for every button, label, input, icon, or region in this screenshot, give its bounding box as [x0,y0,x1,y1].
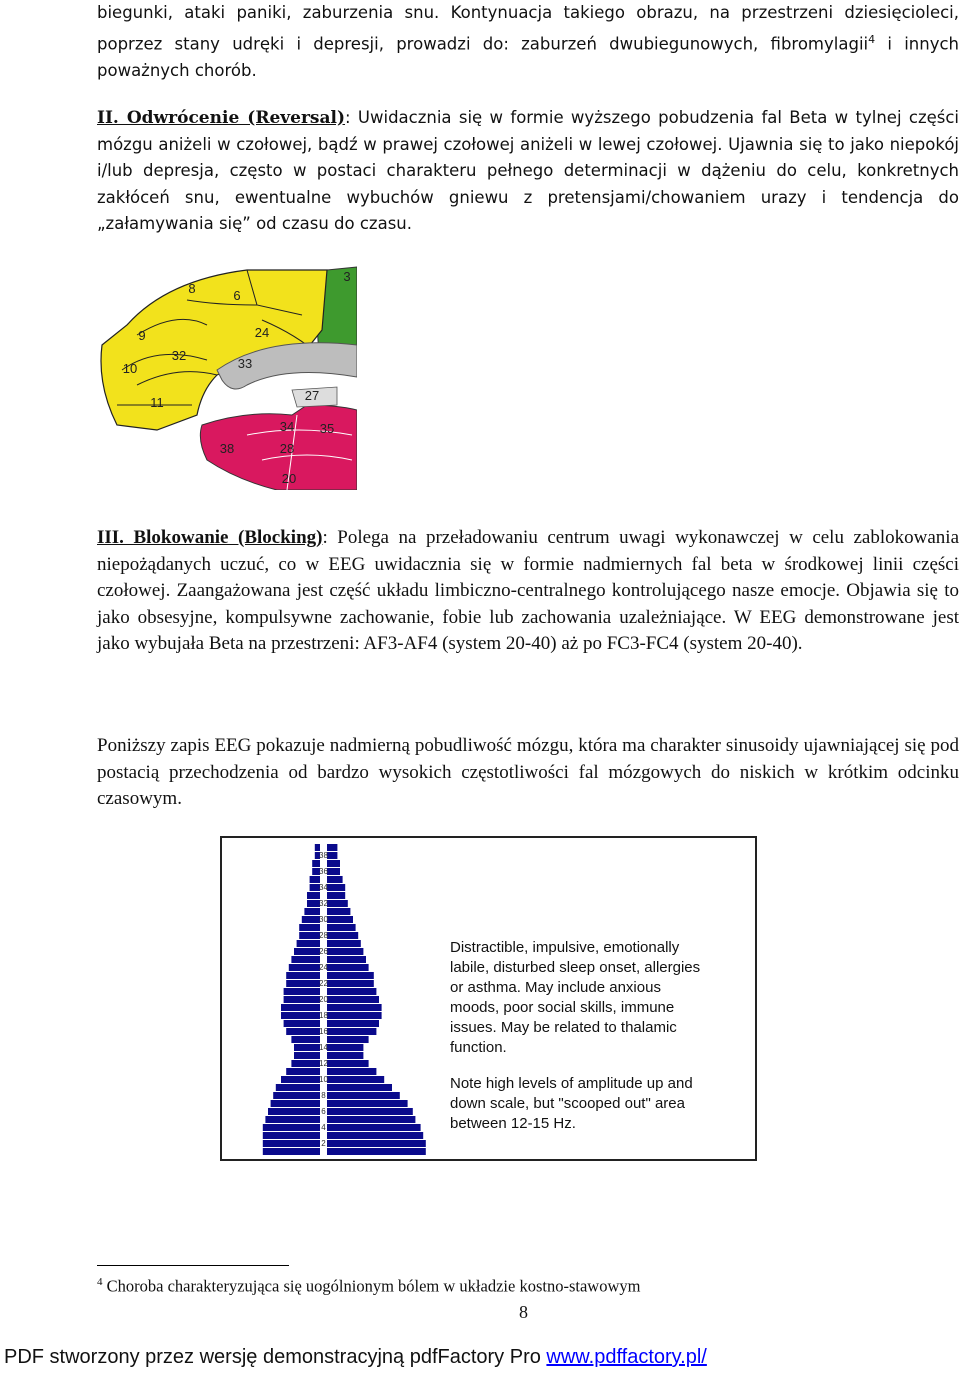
eeg-tick-label: 20 [319,995,328,1004]
eeg-bar-right [327,1004,382,1011]
eeg-tick-label: 12 [319,1059,328,1068]
annotation-line: moods, poor social skills, immune [450,999,675,1016]
eeg-tick-label: 30 [319,915,328,924]
eeg-bar-right [327,916,353,923]
eeg-tick-label: 22 [319,979,328,988]
eeg-tick-label: 28 [319,931,328,940]
paragraph-reversal [97,105,959,238]
eeg-spectrum-figure [220,836,757,1161]
area-label-3: 3 [343,269,351,284]
eeg-bar-right [327,964,369,971]
eeg-bar-right [327,844,337,851]
area-label-32: 32 [171,348,187,363]
eeg-bar-left [284,996,320,1003]
eeg-tick-label: 4 [321,1123,326,1132]
eeg-bar-left [315,844,320,851]
eeg-bar-left [268,1108,320,1115]
eeg-bar-right [327,1028,376,1035]
eeg-bar-right [327,1124,421,1131]
eeg-bar-left [307,900,320,907]
eeg-bar-right [327,980,374,987]
eeg-bar-right [327,1020,379,1027]
eeg-bar-left [263,1132,320,1139]
eeg-bar-right [327,1132,423,1139]
paragraph-blocking [97,525,959,658]
eeg-bar-right [327,1092,400,1099]
annotation-line: labile, disturbed sleep onset, allergies [450,959,701,976]
section-heading-reversal: II. Odwrócenie (Reversal) [97,108,346,128]
eeg-bar-right [327,1140,426,1147]
eeg-bar-left [286,1068,320,1075]
paragraph-text: : Polega na przeładowaniu centrum uwagi wykonawczej w celu zablokowania niepożądanych uczuć, co w EEG uwidacznia się w formie nadmiernych fal beta w środkowej linii części czołowej. Zaangażowana jest część układu limbiczno-centralnego kontrolującego nasze emocje. Objawia się to jako obsesyjne, kompulsywne zachowanie, fobie lub zachowania uzależniające. W EEG demonstrowane jest jako wybujała Beta na przestrzeni: AF3-AF4 (system 20-40) aż po FC3-FC4 (system 20-40). [97,527,960,654]
area-label-24: 24 [254,325,270,340]
eeg-bar-left [291,956,320,963]
area-label-33: 33 [237,356,253,371]
annotation-line: between 12-15 Hz. [450,1115,576,1132]
eeg-bar-right [327,1108,413,1115]
eeg-bar-right [327,924,356,931]
eeg-bar-right [327,892,345,899]
area-label-8: 8 [188,281,196,296]
area-label-38: 38 [219,441,235,456]
paragraph-text: biegunki, ataki paniki, zaburzenia snu. Kontynuacja takiego obrazu, na przestrzeni dziesięcioleci, poprzez stany udręki i depresji, prowadzi do: zaburzeń dwubiegunowych, fibromylagii [97,3,959,53]
eeg-bar-left [281,1012,320,1019]
eeg-bar-left [276,1084,320,1091]
paragraph-intro-continuation [97,0,959,84]
eeg-bar-left [304,908,320,915]
area-label-34: 34 [279,419,295,434]
eeg-bar-right [327,1012,382,1019]
eeg-bar-left [284,988,320,995]
eeg-bar-right [327,1100,408,1107]
eeg-bar-left [294,1044,320,1051]
eeg-bar-right [327,908,350,915]
eeg-bar-left [273,1092,320,1099]
annotation-line: or asthma. May include anxious [450,979,661,996]
eeg-bar-left [302,916,320,923]
eeg-tick-label: 38 [319,851,328,860]
eeg-bar-right [327,972,374,979]
eeg-bar-left [265,1116,320,1123]
paragraph-text-tail: i innych poważnych chorób. [97,34,959,80]
eeg-tick-label: 32 [319,899,328,908]
eeg-bar-right [327,932,358,939]
eeg-bar-right [327,860,340,867]
page-number: 8 [519,1302,528,1322]
eeg-bar-left [286,972,320,979]
eeg-bar-right [327,884,345,891]
eeg-bar-left [291,1036,320,1043]
eeg-bar-right [327,900,348,907]
area-label-35: 35 [319,421,335,436]
annotation-line: issues. May be related to thalamic [450,1019,677,1036]
eeg-bar-left [263,1124,320,1131]
eeg-tick-label: 2 [321,1139,326,1148]
eeg-bar-right [327,1060,369,1067]
eeg-bar-left [271,1100,320,1107]
annotation-line: function. [450,1039,507,1056]
eeg-tick-label: 26 [319,947,328,956]
eeg-bar-right [327,1068,376,1075]
brain-areas-figure [97,265,357,490]
eeg-bar-left [286,980,320,987]
eeg-bar-right [327,1076,384,1083]
eeg-bar-right [327,1084,392,1091]
footnote-ref[interactable]: 4 [868,32,876,46]
eeg-bar-right [327,948,363,955]
annotation-line: Note high levels of amplitude up and [450,1075,693,1092]
eeg-bar-left [281,1076,320,1083]
annotation-line: down scale, but "scooped out" area [450,1095,685,1112]
eeg-bar-left [281,1004,320,1011]
footnote-separator [97,1265,289,1266]
eeg-bar-left [263,1148,320,1155]
eeg-bar-right [327,1148,426,1155]
eeg-tick-label: 6 [321,1107,326,1116]
paragraph-text: : Uwidacznia się w formie wyższego pobudzenia fal Beta w tylnej części mózgu aniżeli w czołowej, bądź w prawej czołowej aniżeli w lewej czołowej. Ujawnia się to jako niepokój i/lub depresja, często w postaci charakteru pełnego determinacji w dążeniu do celu, konkretnych zakłóceń snu, ewentualne wybuchów gniewu z pretensjami/chowaniem urazy i tendencja do „załamywania się” od czasu do czasu. [97,108,960,233]
eeg-bar-left [297,940,320,947]
eeg-bar-right [327,868,340,875]
eeg-bar-right [327,1044,363,1051]
eeg-bar-left [299,932,320,939]
area-label-28: 28 [279,441,295,456]
paragraph-text: Poniższy zapis EEG pokazuje nadmierną pobudliwość mózgu, która ma charakter sinusoidy ujawniającej się pod postacią przechodzenia od bardzo wysokich częstotliwości fal mózgowych do niskich w krótkim odcinku czasowym. [97,735,959,809]
pdf-footer [4,1346,707,1369]
footnote-text: Choroba charakteryzująca się uogólnionym bólem w układzie kostno-stawowym [102,1276,641,1296]
footnote-number: 4 [97,1276,103,1288]
eeg-bar-left [289,964,320,971]
area-label-10: 10 [122,361,138,376]
eeg-bar-right [327,852,337,859]
annotation-line: Distractible, impulsive, emotionally [450,939,680,956]
eeg-bar-right [327,876,343,883]
eeg-bar-left [294,948,320,955]
paragraph-eeg-intro [97,733,959,813]
area-label-6: 6 [233,288,241,303]
eeg-bar-left [312,860,320,867]
footnote [97,1276,640,1297]
eeg-tick-label: 36 [319,867,328,876]
section-heading-blocking: III. Blokowanie (Blocking) [97,527,323,548]
eeg-bar-right [327,988,376,995]
eeg-bar-left [294,1052,320,1059]
eeg-bar-right [327,1052,363,1059]
eeg-tick-label: 24 [319,963,328,972]
area-label-20: 20 [281,471,297,486]
eeg-bar-left [307,892,320,899]
eeg-bar-left [284,1020,320,1027]
area-label-11: 11 [150,395,164,410]
footer-link[interactable]: www.pdffactory.pl/ [546,1346,707,1368]
eeg-bar-right [327,1116,415,1123]
footer-text: PDF stworzony przez wersję demonstracyjną pdfFactory Pro [4,1346,547,1368]
eeg-tick-label: 14 [319,1043,328,1052]
eeg-tick-label: 34 [319,883,328,892]
eeg-bar-right [327,996,379,1003]
area-label-9: 9 [138,328,146,343]
eeg-bar-right [327,940,361,947]
eeg-tick-label: 16 [319,1027,328,1036]
eeg-bar-left [286,1028,320,1035]
area-label-27: 27 [304,388,320,403]
eeg-tick-label: 10 [319,1075,328,1084]
eeg-bar-left [310,876,320,883]
eeg-bar-right [327,956,366,963]
eeg-bar-right [327,1036,369,1043]
eeg-tick-label: 18 [319,1011,328,1020]
eeg-bar-left [291,1060,320,1067]
eeg-bar-left [263,1140,320,1147]
eeg-tick-label: 8 [321,1091,326,1100]
eeg-bar-left [299,924,320,931]
